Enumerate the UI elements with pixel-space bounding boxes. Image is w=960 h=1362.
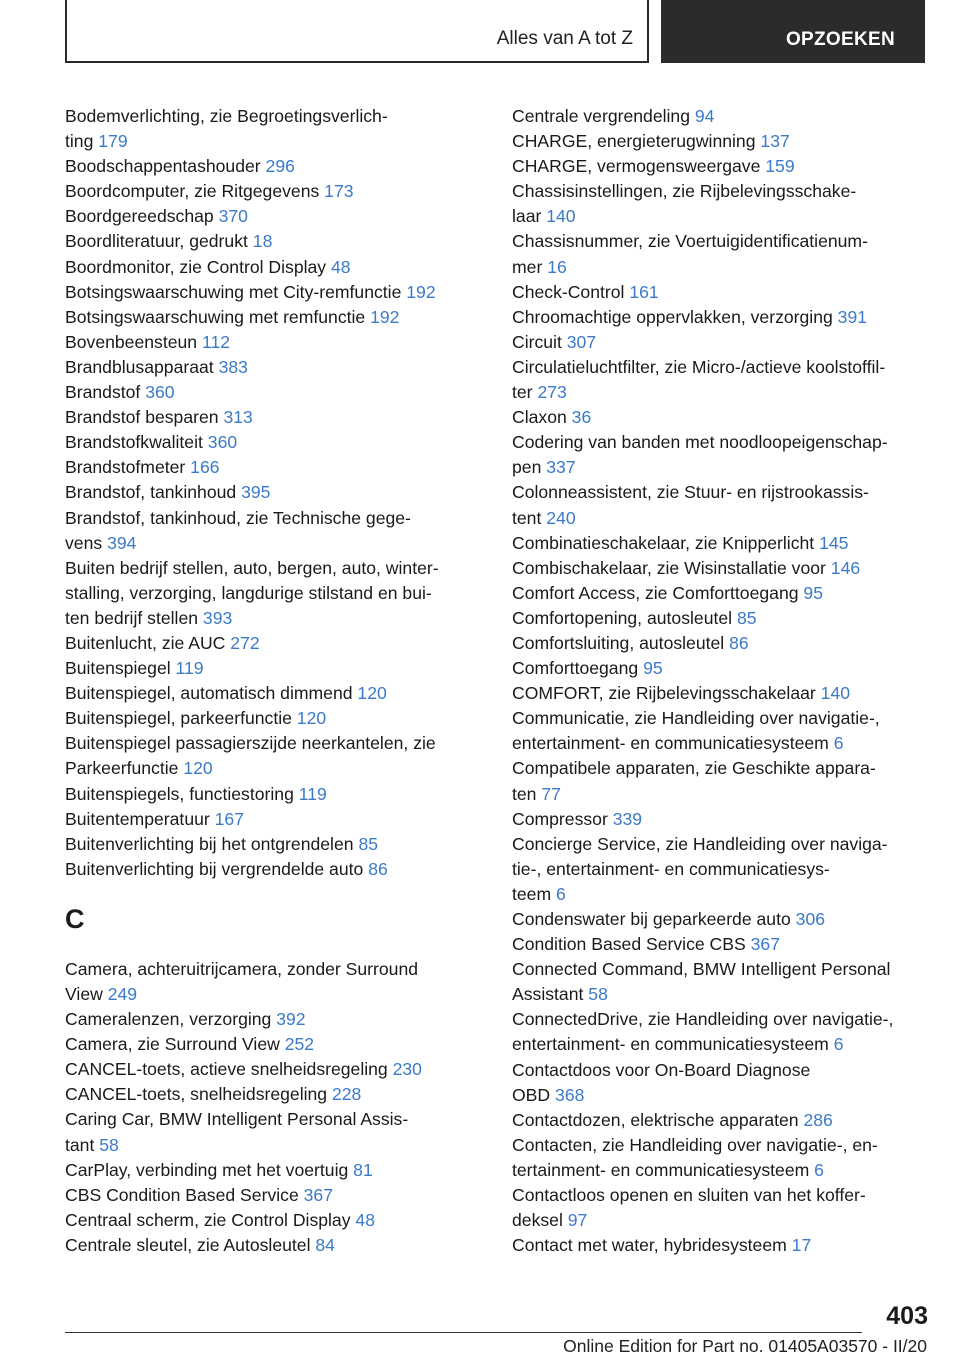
index-entry xyxy=(65,857,485,882)
index-entry xyxy=(65,1158,485,1183)
page-reference-link[interactable]: 146 xyxy=(830,557,861,578)
index-entry-text: View 249 xyxy=(65,984,138,1004)
index-entry xyxy=(512,756,937,806)
page-header xyxy=(65,0,925,64)
index-entry xyxy=(512,405,937,430)
index-entry-text: Colonneassistent, zie Stuur- en rijstrookassis- xyxy=(512,482,869,503)
page-reference-link[interactable]: 81 xyxy=(353,1159,373,1180)
page-reference-link[interactable]: 368 xyxy=(555,1084,585,1105)
page-reference-link[interactable]: 112 xyxy=(201,331,231,352)
index-entry-text: Connected Command, BMW Intelligent Personal xyxy=(512,959,891,980)
page-reference-link[interactable]: 95 xyxy=(803,582,823,603)
section-title: Alles van A tot Z xyxy=(496,28,633,49)
index-entry xyxy=(512,430,937,480)
page-reference-link[interactable]: 140 xyxy=(546,206,576,227)
page-reference-link[interactable]: 360 xyxy=(145,382,175,403)
index-entry xyxy=(65,1007,485,1032)
index-entry xyxy=(512,229,937,279)
index-entry-text: Buitentemperatuur 167 xyxy=(65,808,244,829)
index-group-c xyxy=(65,957,485,1258)
page-reference-link[interactable]: 392 xyxy=(276,1009,306,1030)
index-entry-text: Contact met water, hybridesysteem 17 xyxy=(512,1235,812,1256)
index-entry xyxy=(512,1133,937,1183)
index-entry-text: Contactloos openen en sluiten van het koffer- xyxy=(512,1185,866,1206)
page-reference-link[interactable]: 94 xyxy=(694,106,715,126)
index-entry xyxy=(65,280,485,305)
index-entry-text: Concierge Service, zie Handleiding over naviga- xyxy=(512,833,888,854)
page-reference-link[interactable]: 273 xyxy=(537,382,567,403)
index-entry-text: mer 16 xyxy=(512,256,567,277)
page-reference-link[interactable]: 120 xyxy=(296,708,327,729)
page-reference-link[interactable]: 192 xyxy=(370,306,400,327)
index-entry xyxy=(65,305,485,330)
index-entry xyxy=(512,305,937,330)
index-entry-text: CarPlay, verbinding met het voertuig 81 xyxy=(65,1159,373,1180)
page-reference-link[interactable]: 240 xyxy=(546,507,576,528)
page-reference-link[interactable]: 6 xyxy=(814,1159,824,1180)
index-entry-text: ter 273 xyxy=(512,382,567,403)
page-reference-link[interactable]: 313 xyxy=(223,407,253,428)
index-entry xyxy=(65,405,485,430)
index-entry-text: deksel 97 xyxy=(512,1210,588,1231)
index-entry xyxy=(512,581,937,606)
page-reference-link[interactable]: 161 xyxy=(629,281,659,302)
index-entry-text: Condenswater bij geparkeerde auto 306 xyxy=(512,909,826,929)
index-entry-text: Check-Control 161 xyxy=(512,281,659,302)
index-entry-text: Brandstof, tankinhoud 395 xyxy=(65,482,271,503)
index-entry-text: Chroomachtige oppervlakken, verzorging 391 xyxy=(512,306,868,327)
index-entry xyxy=(512,355,937,405)
index-entry xyxy=(512,832,937,907)
page-reference-link[interactable]: 367 xyxy=(303,1184,333,1205)
page-reference-link[interactable]: 360 xyxy=(207,432,238,453)
index-entry-text: Brandblusapparaat 383 xyxy=(65,356,248,377)
index-entry xyxy=(65,1082,485,1107)
index-entry-text: Boordliteratuur, gedrukt 18 xyxy=(65,231,273,252)
index-entry xyxy=(512,280,937,305)
page-reference-link[interactable]: 17 xyxy=(791,1235,812,1256)
index-entry-text: Buitenverlichting bij vergrendelde auto 86 xyxy=(65,858,388,879)
page-reference-link[interactable]: 391 xyxy=(837,306,868,327)
page-reference-link[interactable]: 159 xyxy=(765,156,795,177)
index-entry xyxy=(65,1032,485,1057)
index-entry-text: Claxon 36 xyxy=(512,407,592,428)
page-reference-link[interactable]: 296 xyxy=(265,156,295,177)
index-entry-text: Bodemverlichting, zie Begroetingsverlich- xyxy=(65,106,388,126)
index-entry-text: Brandstofkwaliteit 360 xyxy=(65,432,238,453)
page-reference-link[interactable]: 167 xyxy=(214,808,244,829)
index-entry-text: pen 337 xyxy=(512,457,576,478)
index-entry-text: Combischakelaar, zie Wisinstallatie voor 146 xyxy=(512,557,861,578)
index-group-c-continued xyxy=(512,104,937,1258)
page-reference-link[interactable]: 337 xyxy=(546,457,576,478)
index-entry xyxy=(512,129,937,154)
index-entry xyxy=(65,380,485,405)
index-entry xyxy=(512,606,937,631)
index-entry-text: Circulatieluchtfilter, zie Micro-/actieve koolstoffil- xyxy=(512,356,886,377)
index-entry xyxy=(512,1108,937,1133)
page-reference-link[interactable]: 370 xyxy=(218,206,248,227)
page-reference-link[interactable]: 84 xyxy=(315,1234,335,1255)
index-entry-text: Buitenspiegel passagierszijde neerkantelen, zie xyxy=(65,733,436,754)
index-entry xyxy=(65,179,485,204)
index-entry-text: Buitenverlichting bij het ontgrendelen 85 xyxy=(65,833,379,854)
index-entry-text: Brandstof 360 xyxy=(65,382,175,403)
page-reference-link[interactable]: 85 xyxy=(736,607,757,628)
index-entry xyxy=(512,907,937,932)
index-column-left xyxy=(65,104,485,1258)
page-reference-link[interactable]: 137 xyxy=(760,131,790,152)
index-entry xyxy=(65,204,485,229)
index-entry-text: CANCEL-toets, snelheidsregeling 228 xyxy=(65,1084,362,1105)
section-title-box xyxy=(65,0,649,63)
index-entry-text: Boordmonitor, zie Control Display 48 xyxy=(65,256,351,277)
index-entry xyxy=(65,255,485,280)
index-entry-text: Parkeerfunctie 120 xyxy=(65,758,213,779)
index-entry-text: Comforttoegang 95 xyxy=(512,658,663,679)
page-reference-link[interactable]: 228 xyxy=(331,1084,362,1105)
index-entry xyxy=(512,1007,937,1057)
index-entry-text: Botsingswaarschuwing met remfunctie 192 xyxy=(65,306,400,327)
index-entry-text: Cameralenzen, verzorging 392 xyxy=(65,1009,306,1030)
index-entry-text: Contactdoos voor On-Board Diagnose xyxy=(512,1059,811,1080)
index-entry-text: Camera, zie Surround View 252 xyxy=(65,1034,315,1055)
index-entry-text: entertainment- en communicatiesysteem 6 xyxy=(512,733,844,754)
index-entry-text: laar 140 xyxy=(512,206,576,227)
index-entry-text: CANCEL-toets, actieve snelheidsregeling 230 xyxy=(65,1059,422,1080)
index-entry xyxy=(512,330,937,355)
page-reference-link[interactable]: 120 xyxy=(357,683,387,704)
page-reference-link[interactable]: 48 xyxy=(355,1209,375,1230)
page-reference-link[interactable]: 120 xyxy=(183,758,213,779)
index-entry-text: Compressor 339 xyxy=(512,808,643,829)
page-reference-link[interactable]: 58 xyxy=(588,984,608,1005)
index-entry-text: Boordcomputer, zie Ritgegevens 173 xyxy=(65,181,354,202)
page-reference-link[interactable]: 393 xyxy=(202,607,233,628)
index-entry xyxy=(65,330,485,355)
index-entry-text: Brandstof, tankinhoud, zie Technische gege- xyxy=(65,507,411,528)
page-reference-link[interactable]: 36 xyxy=(571,407,592,428)
index-entry xyxy=(65,104,485,154)
page-reference-link[interactable]: 145 xyxy=(819,532,849,553)
index-entry xyxy=(512,556,937,581)
index-entry xyxy=(512,531,937,556)
index-entry-text: OBD 368 xyxy=(512,1084,585,1105)
index-entry xyxy=(512,807,937,832)
page-reference-link[interactable]: 395 xyxy=(241,482,271,503)
index-entry-text: Contacten, zie Handleiding over navigatie-, en- xyxy=(512,1134,878,1155)
index-entry-text: Boodschappentashouder 296 xyxy=(65,156,295,177)
index-entry-text: tant 58 xyxy=(65,1134,119,1155)
page-reference-link[interactable]: 286 xyxy=(803,1109,833,1130)
index-entry xyxy=(65,706,485,731)
index-entry xyxy=(65,355,485,380)
index-entry-text: Comfort Access, zie Comforttoegang 95 xyxy=(512,582,823,603)
index-entry xyxy=(65,631,485,656)
page-reference-link[interactable]: 119 xyxy=(298,783,327,804)
index-entry-text: ConnectedDrive, zie Handleiding over navigatie-, xyxy=(512,1009,894,1030)
page-reference-link[interactable]: 16 xyxy=(547,256,567,277)
index-entry xyxy=(512,656,937,681)
index-entry xyxy=(65,480,485,505)
index-entry-text: Comfortsluiting, autosleutel 86 xyxy=(512,632,749,653)
page-reference-link[interactable]: 192 xyxy=(406,281,436,302)
index-entry-text: tent 240 xyxy=(512,507,576,528)
index-entry xyxy=(512,154,937,179)
index-entry xyxy=(512,932,937,957)
index-entry xyxy=(65,556,485,631)
index-entry xyxy=(65,229,485,254)
index-entry xyxy=(65,807,485,832)
page-reference-link[interactable]: 86 xyxy=(729,632,749,653)
page-reference-link[interactable]: 306 xyxy=(795,909,826,929)
index-entry-text: Contactdozen, elektrische apparaten 286 xyxy=(512,1109,833,1130)
index-entry-text: Chassisnummer, zie Voertuigidentificatienum- xyxy=(512,231,868,252)
index-entry-text: tertainment- en communicatiesysteem 6 xyxy=(512,1159,824,1180)
page-reference-link[interactable]: 394 xyxy=(107,532,137,553)
index-entry-text: tie-, entertainment- en communicatiesys- xyxy=(512,858,830,879)
page-reference-link[interactable]: 77 xyxy=(541,783,561,804)
index-entry-text: Comfortopening, autosleutel 85 xyxy=(512,607,757,628)
index-entry-text: Communicatie, zie Handleiding over navigatie-, xyxy=(512,708,880,729)
index-entry-text: Buitenspiegel 119 xyxy=(65,658,204,679)
page-number: 403 xyxy=(886,1302,928,1330)
section-letter: C xyxy=(65,903,85,934)
page-reference-link[interactable]: 119 xyxy=(175,658,204,679)
page-reference-link[interactable]: 179 xyxy=(98,131,128,152)
index-entry-text: Centrale sleutel, zie Autosleutel 84 xyxy=(65,1234,335,1255)
page-reference-link[interactable]: 6 xyxy=(556,883,566,904)
page-reference-link[interactable]: 97 xyxy=(567,1210,588,1231)
tab-opzoeken[interactable] xyxy=(661,0,925,63)
index-entry-text: Centraal scherm, zie Control Display 48 xyxy=(65,1209,375,1230)
index-entry xyxy=(512,1233,937,1258)
index-entry-text: vens 394 xyxy=(65,532,137,553)
index-entry-text: teem 6 xyxy=(512,883,566,904)
index-entry-text: Buitenspiegel, parkeerfunctie 120 xyxy=(65,708,327,729)
page-reference-link[interactable]: 18 xyxy=(252,231,273,252)
page-reference-link[interactable]: 339 xyxy=(612,808,643,829)
page-reference-link[interactable]: 252 xyxy=(284,1034,315,1055)
index-entry-text: Chassisinstellingen, zie Rijbelevingsschake- xyxy=(512,181,857,202)
index-group-b xyxy=(65,104,485,882)
page-reference-link[interactable]: 249 xyxy=(107,984,138,1004)
index-entry-text: Buitenspiegels, functiestoring 119 xyxy=(65,783,327,804)
footer-edition-text: Online Edition for Part no. 01405A03570 - II/20 xyxy=(563,1336,927,1356)
page-reference-link[interactable]: 140 xyxy=(820,683,851,704)
index-entry-text: ten bedrijf stellen 393 xyxy=(65,607,233,628)
index-entry xyxy=(65,1107,485,1157)
index-entry xyxy=(512,179,937,229)
page-reference-link[interactable]: 166 xyxy=(190,457,220,478)
page-reference-link[interactable]: 383 xyxy=(218,356,248,377)
index-entry-text: Camera, achteruitrijcamera, zonder Surround xyxy=(65,958,419,979)
index-entry xyxy=(512,1183,937,1233)
page-reference-link[interactable]: 95 xyxy=(643,658,663,679)
index-entry-text: Combinatieschakelaar, zie Knipperlicht 145 xyxy=(512,532,849,553)
page-reference-link[interactable]: 85 xyxy=(358,833,379,854)
index-entry-text: Assistant 58 xyxy=(512,984,608,1005)
index-entry-text: COMFORT, zie Rijbelevingsschakelaar 140 xyxy=(512,683,851,704)
index-entry xyxy=(65,832,485,857)
index-entry-text: Boordgereedschap 370 xyxy=(65,206,248,227)
index-entry-text: Bovenbeensteun 112 xyxy=(65,331,231,352)
index-entry xyxy=(65,957,485,1007)
index-entry xyxy=(512,706,937,756)
index-entry-text: CBS Condition Based Service 367 xyxy=(65,1184,333,1205)
page-reference-link[interactable]: 307 xyxy=(566,331,597,352)
index-entry-text: Condition Based Service CBS 367 xyxy=(512,934,780,955)
index-entry-text: stalling, verzorging, langdurige stilstand en bui- xyxy=(65,582,432,603)
page-reference-link[interactable]: 48 xyxy=(330,256,351,277)
page-reference-link[interactable]: 6 xyxy=(833,1034,844,1055)
index-entry-text: ten 77 xyxy=(512,783,561,804)
index-entry xyxy=(65,681,485,706)
page-reference-link[interactable]: 86 xyxy=(368,858,388,879)
index-entry xyxy=(65,430,485,455)
index-entry xyxy=(65,1183,485,1208)
index-entry xyxy=(65,782,485,807)
page-reference-link[interactable]: 173 xyxy=(324,181,354,202)
index-column-right xyxy=(512,104,937,1258)
index-entry xyxy=(65,731,485,781)
index-entry xyxy=(65,154,485,179)
index-entry xyxy=(512,631,937,656)
index-entry-text: ting 179 xyxy=(65,131,128,152)
index-entry xyxy=(65,1233,485,1258)
index-entry xyxy=(65,656,485,681)
index-entry-text: entertainment- en communicatiesysteem 6 xyxy=(512,1034,844,1055)
tab-opzoeken-label: OPZOEKEN xyxy=(785,29,895,50)
index-entry-text: CHARGE, energieterugwinning 137 xyxy=(512,131,790,152)
page-reference-link[interactable]: 230 xyxy=(392,1059,422,1080)
index-entry-text: Brandstofmeter 166 xyxy=(65,457,220,478)
index-entry xyxy=(65,506,485,556)
index-entry-text: Circuit 307 xyxy=(512,331,597,352)
index-entry-text: Caring Car, BMW Intelligent Personal Assis- xyxy=(65,1109,409,1130)
index-entry-text: Buitenspiegel, automatisch dimmend 120 xyxy=(65,683,387,704)
index-entry-text: Compatibele apparaten, zie Geschikte appara- xyxy=(512,758,876,779)
index-entry xyxy=(512,480,937,530)
index-entry-text: Centrale vergrendeling 94 xyxy=(512,106,715,126)
page-reference-link[interactable]: 58 xyxy=(99,1134,119,1155)
index-entry-text: CHARGE, vermogensweergave 159 xyxy=(512,156,795,177)
page-reference-link[interactable]: 367 xyxy=(750,934,780,955)
page-reference-link[interactable]: 6 xyxy=(833,733,844,754)
index-entry xyxy=(512,957,937,1007)
footer-divider xyxy=(65,1332,862,1333)
index-entry-text: Buiten bedrijf stellen, auto, bergen, auto, winter- xyxy=(65,557,439,578)
index-entry xyxy=(65,1208,485,1233)
index-entry xyxy=(512,681,937,706)
index-entry-text: Buitenlucht, zie AUC 272 xyxy=(65,632,260,653)
index-entry-text: Botsingswaarschuwing met City-remfunctie 192 xyxy=(65,281,436,302)
index-entry-text: Brandstof besparen 313 xyxy=(65,407,253,428)
index-entry-text: Codering van banden met noodloopeigenschap- xyxy=(512,432,888,453)
index-entry xyxy=(512,1058,937,1108)
index-entry xyxy=(65,455,485,480)
index-entry xyxy=(512,104,937,129)
index-entry xyxy=(65,1057,485,1082)
page-reference-link[interactable]: 272 xyxy=(230,632,260,653)
